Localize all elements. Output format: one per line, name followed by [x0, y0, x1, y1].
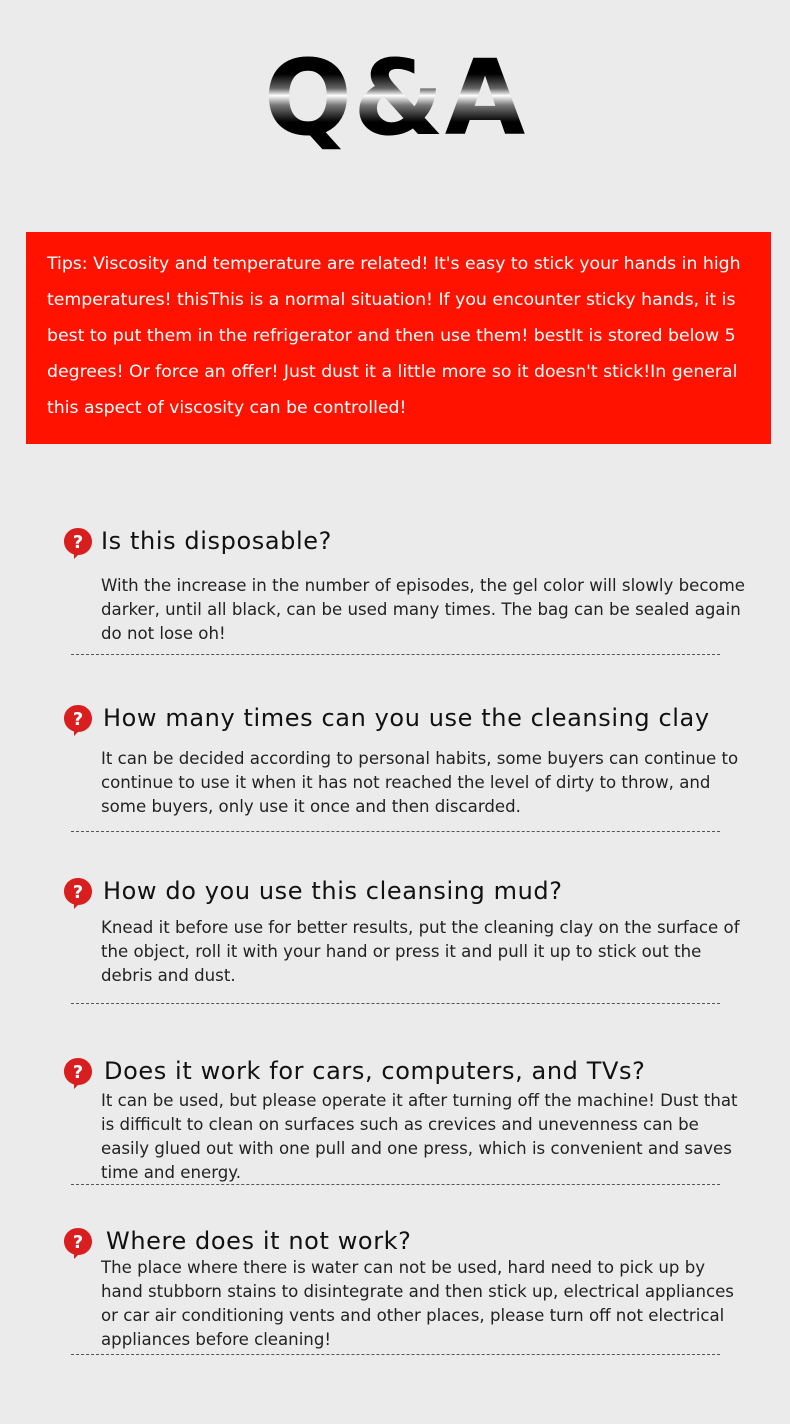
- question-text: How many times can you use the cleansing clay: [103, 704, 710, 732]
- svg-text:?: ?: [72, 709, 84, 730]
- question-mark-icon: [63, 527, 93, 560]
- question-text: Is this disposable?: [101, 527, 332, 555]
- svg-text:?: ?: [72, 1232, 84, 1253]
- dashed-divider: [71, 831, 720, 832]
- question-mark-icon: [63, 704, 93, 737]
- answer-text: Knead it before use for better results, put the cleaning clay on the surface of the object, roll it with your hand or press it and pull it up to stick out the debris and dust.: [101, 918, 740, 985]
- answer-text: With the increase in the number of episodes, the gel color will slowly become darker, until all black, can be used many times. The bag can be sealed again do not lose oh!: [101, 576, 745, 643]
- page-title: Q&A: [0, 38, 790, 158]
- tips-text: Tips: Viscosity and temperature are related! It's easy to stick your hands in high temperatures! thisThis is a normal situation! If you encounter sticky hands, it is best to put them in the refrigerator and then use them! bestIt is stored below 5 degrees! Or force an offer! Just dust it a little more so it doesn't stick!In general this aspect of viscosity can be controlled!: [47, 254, 741, 418]
- question-text: Does it work for cars, computers, and TVs?: [104, 1057, 646, 1085]
- question-text: How do you use this cleansing mud?: [103, 877, 563, 905]
- tips-box: [26, 232, 771, 444]
- dashed-divider: [71, 1003, 720, 1004]
- dashed-divider: [71, 1184, 720, 1185]
- answer-text: It can be decided according to personal habits, some buyers can continue to continue to use it when it has not reached the level of dirty to throw, and some buyers, only use it once and then discarded.: [101, 749, 739, 816]
- dashed-divider: [71, 654, 720, 655]
- question-mark-icon: [63, 1227, 93, 1260]
- svg-text:?: ?: [72, 882, 84, 903]
- question-text: Where does it not work?: [106, 1227, 412, 1255]
- answer-text: The place where there is water can not be used, hard need to pick up by hand stubborn stains to disintegrate and then stick up, electrical appliances or car air conditioning vents and other places, please turn off not electrical appliances before cleaning!: [101, 1258, 734, 1349]
- dashed-divider: [71, 1354, 720, 1355]
- question-mark-icon: [63, 877, 93, 910]
- svg-text:?: ?: [72, 1062, 84, 1083]
- svg-text:?: ?: [72, 532, 84, 553]
- question-mark-icon: [63, 1057, 93, 1090]
- answer-text: It can be used, but please operate it after turning off the machine! Dust that is difficult to clean on surfaces such as crevices and unevenness can be easily glued out with one pull and one press, which is convenient and saves time and energy.: [101, 1091, 738, 1182]
